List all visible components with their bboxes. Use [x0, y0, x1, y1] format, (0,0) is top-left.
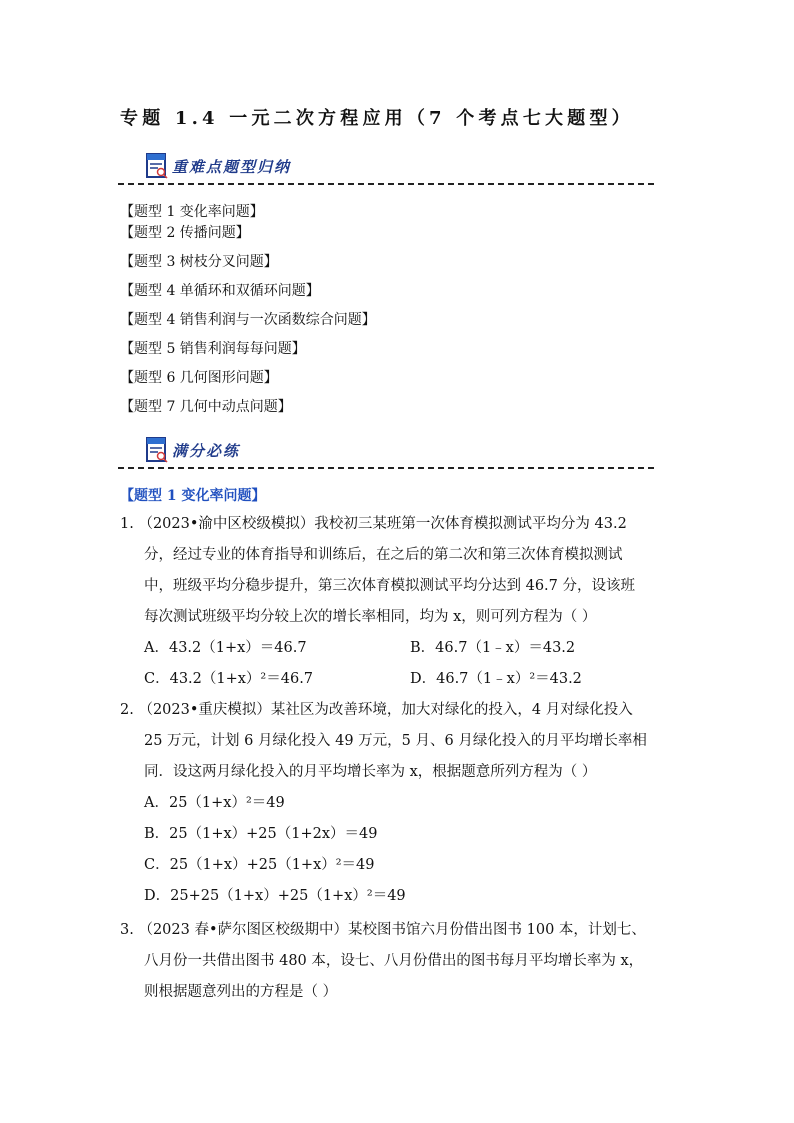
question-line: 同．设这两月绿化投入的月平均增长率为 x，根据题意所列方程为（ ） [144, 764, 597, 780]
document-chart-icon [145, 152, 169, 180]
option-c: C．43.2（1+x）²＝46.7 [144, 671, 314, 687]
toc-item: 【题型 4 单循环和双循环问题】 [120, 283, 320, 299]
question-line: 则根据题意列出的方程是（ ） [144, 984, 338, 1000]
toc-item: 【题型 1 变化率问题】 [120, 204, 264, 220]
section-label-summary: 重难点题型归纳 [172, 158, 292, 176]
question-line: 1. （2023•渝中区校级模拟）我校初三某班第一次体育模拟测试平均分为 43.2 [120, 516, 627, 532]
toc-item: 【题型 7 几何中动点问题】 [120, 399, 292, 415]
section-label-practice: 满分必练 [172, 442, 241, 460]
question-line: 2. （2023•重庆模拟）某社区为改善环境，加大对绿化的投入，4 月对绿化投入 [120, 702, 633, 718]
dashed-divider [118, 467, 654, 469]
option-c: C．25（1+x）+25（1+x）²＝49 [144, 857, 375, 873]
category-heading: 【题型 1 变化率问题】 [120, 488, 266, 504]
option-d: D．46.7（1﹣x）²＝43.2 [410, 671, 582, 687]
toc-item: 【题型 4 销售利润与一次函数综合问题】 [120, 312, 376, 328]
option-a: A．25（1+x）²＝49 [144, 795, 285, 811]
dashed-divider [118, 183, 654, 185]
question-line: 中，班级平均分稳步提升，第三次体育模拟测试平均分达到 46.7 分，设该班 [144, 578, 636, 594]
toc-item: 【题型 2 传播问题】 [120, 225, 250, 241]
question-line: 每次测试班级平均分较上次的增长率相同，均为 x，则可列方程为（ ） [144, 609, 597, 625]
question-line: 分，经过专业的体育指导和训练后，在之后的第二次和第三次体育模拟测试 [144, 547, 623, 563]
question-line: 八月份一共借出图书 480 本，设七、八月份借出的图书每月平均增长率为 x， [144, 953, 644, 969]
section-header-practice [118, 434, 658, 474]
toc-item: 【题型 3 树枝分叉问题】 [120, 254, 278, 270]
option-a: A．43.2（1+x）＝46.7 [144, 640, 307, 656]
toc-item: 【题型 5 销售利润每每问题】 [120, 341, 306, 357]
question-line: 3. （2023 春•萨尔图区校级期中）某校图书馆六月份借出图书 100 本，计划七、 [120, 922, 646, 938]
question-line: 25 万元，计划 6 月绿化投入 49 万元，5 月、6 月绿化投入的月平均增长率相 [144, 733, 647, 749]
option-b: B．46.7（1﹣x）＝43.2 [410, 640, 576, 656]
option-d: D．25+25（1+x）+25（1+x）²＝49 [144, 888, 406, 904]
document-chart-icon [145, 436, 169, 464]
option-b: B．25（1+x）+25（1+2x）＝49 [144, 826, 378, 842]
toc-item: 【题型 6 几何图形问题】 [120, 370, 278, 386]
section-header-summary [118, 150, 658, 190]
page-title: 专题 1.4 一元二次方程应用（7 个考点七大题型） [120, 108, 634, 129]
